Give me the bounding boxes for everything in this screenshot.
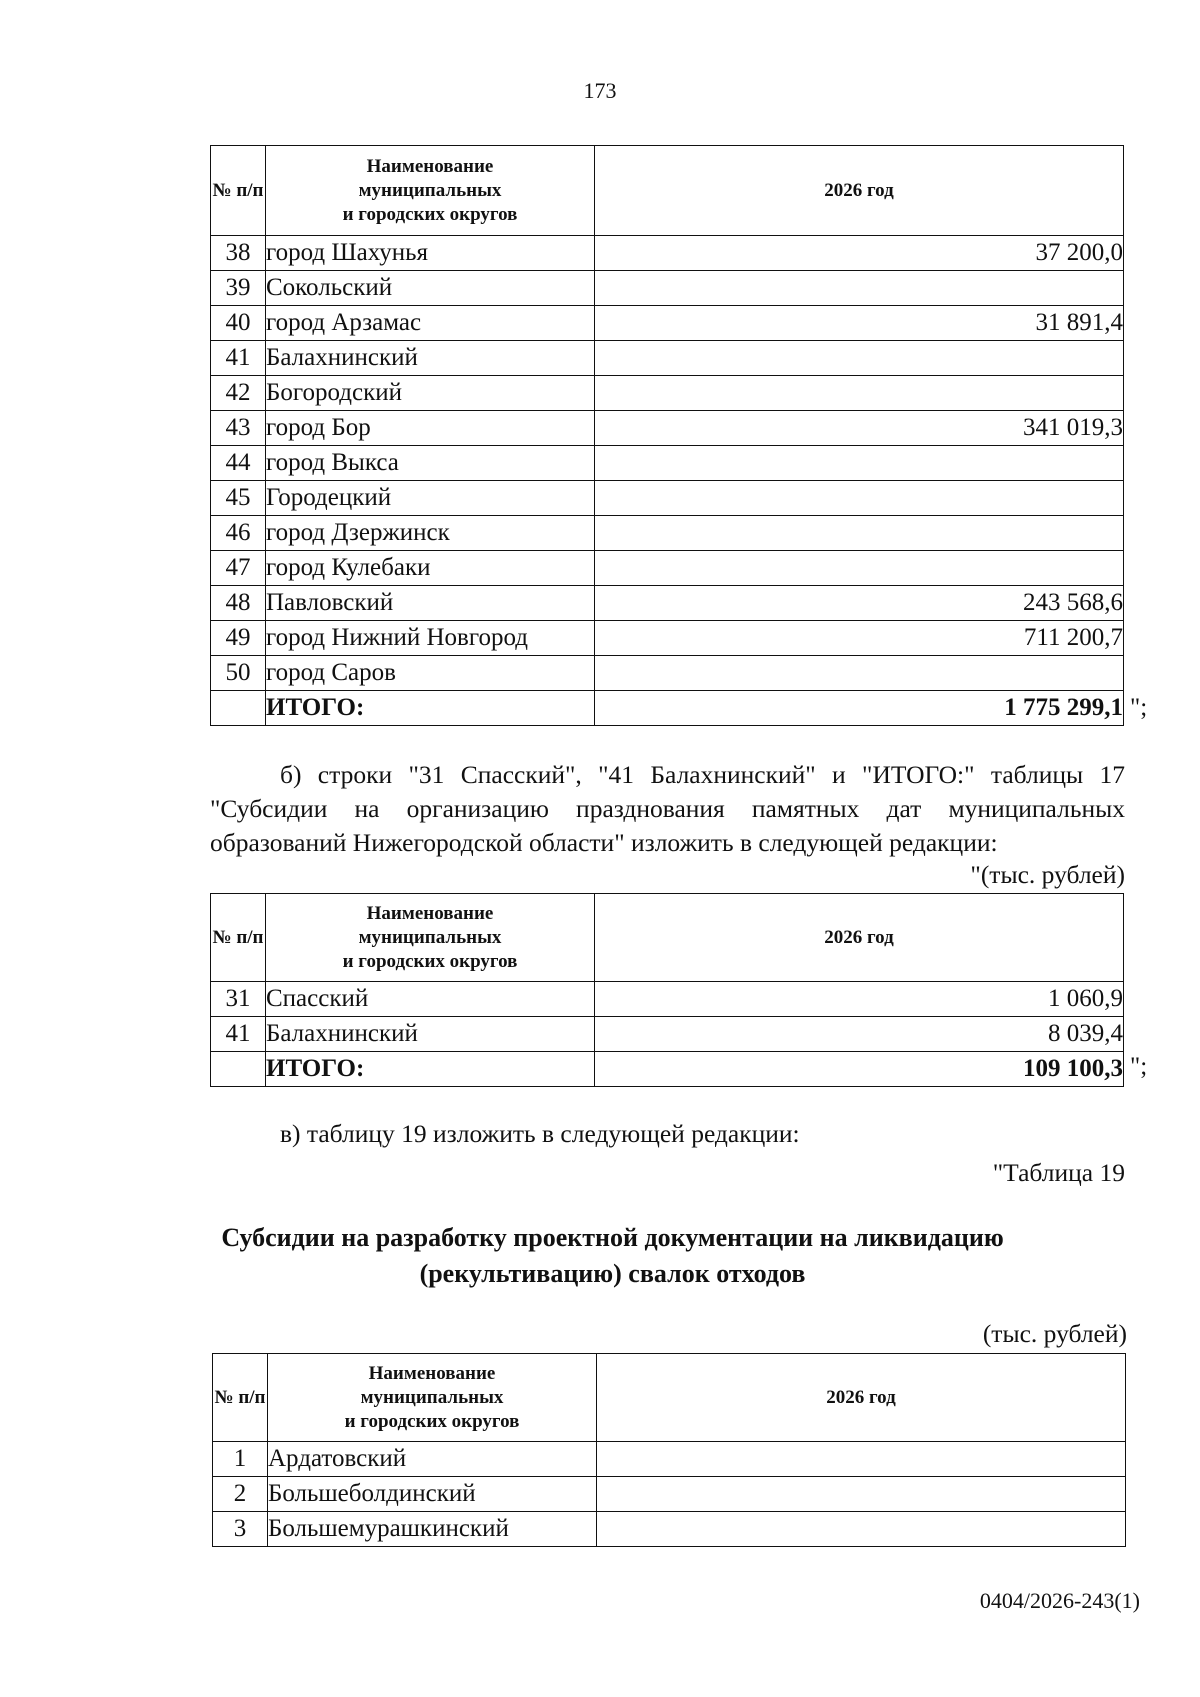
units-label-table3: (тыс. рублей): [982, 1319, 1127, 1348]
paragraph-v: в) таблицу 19 изложить в следующей редакции:: [280, 1119, 800, 1148]
row-value: [595, 481, 1124, 516]
table-19: [212, 1353, 1126, 1547]
document-code: 0404/2026-243(1): [979, 1588, 1140, 1613]
table-row: [213, 1512, 1126, 1547]
row-number: 39: [211, 271, 266, 306]
row-value: [595, 516, 1124, 551]
table-19-label: "Таблица 19: [992, 1158, 1125, 1187]
table-row: [211, 982, 1124, 1017]
header-name-line-3: и городских округов: [342, 203, 518, 225]
row-number: 44: [211, 446, 266, 481]
table-row: [211, 411, 1124, 446]
header-name-line-3: и городских округов: [342, 950, 518, 972]
table-row: [211, 236, 1124, 271]
municipality-name: город Саров: [266, 656, 595, 691]
table-row: [211, 446, 1124, 481]
row-value: 711 200,7: [595, 621, 1124, 656]
table-row: [211, 656, 1124, 691]
table-row: [211, 271, 1124, 306]
municipality-name: город Бор: [266, 411, 595, 446]
row-number: 47: [211, 551, 266, 586]
header-year: 2026 год: [597, 1354, 1126, 1442]
municipality-name: Сокольский: [266, 271, 595, 306]
header-name: [268, 1354, 597, 1442]
table-row: [211, 1017, 1124, 1052]
row-value: [595, 376, 1124, 411]
municipality-name: Большеболдинский: [268, 1477, 597, 1512]
header-name-line-1: Наименование: [368, 1362, 496, 1384]
row-number: 2: [213, 1477, 268, 1512]
table-row: [211, 481, 1124, 516]
header-name-line-3: и городских округов: [344, 1410, 520, 1432]
row-value: [597, 1512, 1126, 1547]
table-header-row: [211, 894, 1124, 982]
municipality-name: Городецкий: [266, 481, 595, 516]
table-row: [211, 551, 1124, 586]
table-row: [211, 586, 1124, 621]
header-num: № п/п: [211, 894, 266, 982]
header-num: № п/п: [211, 146, 266, 236]
total-value: 1 775 299,1: [595, 691, 1124, 726]
row-value: 31 891,4: [595, 306, 1124, 341]
table-row: [211, 376, 1124, 411]
table-header-row: [213, 1354, 1126, 1442]
municipality-name: Балахнинский: [266, 1017, 595, 1052]
row-number: 1: [213, 1442, 268, 1477]
municipality-name: город Выкса: [266, 446, 595, 481]
row-number: 45: [211, 481, 266, 516]
header-name-line-1: Наименование: [366, 902, 494, 924]
municipality-name: город Кулебаки: [266, 551, 595, 586]
municipality-name: Большемурашкинский: [268, 1512, 597, 1547]
row-number: 42: [211, 376, 266, 411]
total-label: ИТОГО:: [266, 1052, 595, 1087]
section-title-line-1: Субсидии на разработку проектной документации на ликвидацию: [221, 1223, 1004, 1252]
municipality-name: город Арзамас: [266, 306, 595, 341]
total-value: 109 100,3: [595, 1052, 1124, 1087]
table-municipal-subsidies-continued: [210, 145, 1124, 726]
header-year: 2026 год: [595, 146, 1124, 236]
row-number: 46: [211, 516, 266, 551]
row-number: 48: [211, 586, 266, 621]
units-label-table2: "(тыс. рублей): [970, 860, 1125, 889]
row-value: [595, 656, 1124, 691]
table-row: [213, 1442, 1126, 1477]
total-num-cell: [211, 691, 266, 726]
row-value: [595, 271, 1124, 306]
header-name: [266, 146, 595, 236]
page-number: 173: [583, 78, 617, 103]
table1-closing-quote: ";: [1130, 694, 1148, 721]
total-row: [211, 691, 1124, 726]
header-num: № п/п: [213, 1354, 268, 1442]
row-value: [595, 551, 1124, 586]
municipality-name: город Нижний Новгород: [266, 621, 595, 656]
row-value: 243 568,6: [595, 586, 1124, 621]
row-value: [597, 1442, 1126, 1477]
row-value: [595, 446, 1124, 481]
paragraph-b: б) строки "31 Спасский", "41 Балахнинский" и "ИТОГО:" таблицы 17 "Субсидии на организацию празднования памятных дат муниципальных образований Нижегородской области" изложить в следующей редакции:: [210, 760, 1125, 857]
row-number: 3: [213, 1512, 268, 1547]
row-value: [597, 1477, 1126, 1512]
row-value: 341 019,3: [595, 411, 1124, 446]
municipality-name: Павловский: [266, 586, 595, 621]
table2-closing-quote: ";: [1130, 1053, 1148, 1080]
municipality-name: город Дзержинск: [266, 516, 595, 551]
header-name-line-1: Наименование: [366, 155, 494, 177]
municipality-name: Ардатовский: [268, 1442, 597, 1477]
row-number: 41: [211, 341, 266, 376]
table-row: [211, 516, 1124, 551]
total-num-cell: [211, 1052, 266, 1087]
municipality-name: город Шахунья: [266, 236, 595, 271]
row-number: 38: [211, 236, 266, 271]
total-label: ИТОГО:: [266, 691, 595, 726]
total-row: [211, 1052, 1124, 1087]
municipality-name: Спасский: [266, 982, 595, 1017]
header-year: 2026 год: [595, 894, 1124, 982]
header-name-line-2: муниципальных: [360, 1386, 504, 1408]
table-row: [211, 341, 1124, 376]
header-name-line-2: муниципальных: [358, 179, 502, 201]
table-row: [213, 1477, 1126, 1512]
row-value: [595, 341, 1124, 376]
municipality-name: Богородский: [266, 376, 595, 411]
table-row: [211, 306, 1124, 341]
row-number: 41: [211, 1017, 266, 1052]
row-value: 1 060,9: [595, 982, 1124, 1017]
row-number: 50: [211, 656, 266, 691]
table-header-row: [211, 146, 1124, 236]
row-value: 37 200,0: [595, 236, 1124, 271]
row-number: 40: [211, 306, 266, 341]
section-title-line-2: (рекультивацию) свалок отходов: [419, 1259, 806, 1288]
header-name: [266, 894, 595, 982]
row-value: 8 039,4: [595, 1017, 1124, 1052]
row-number: 31: [211, 982, 266, 1017]
table-row: [211, 621, 1124, 656]
row-number: 49: [211, 621, 266, 656]
header-name-line-2: муниципальных: [358, 926, 502, 948]
row-number: 43: [211, 411, 266, 446]
table-17-excerpt: [210, 893, 1124, 1087]
municipality-name: Балахнинский: [266, 341, 595, 376]
